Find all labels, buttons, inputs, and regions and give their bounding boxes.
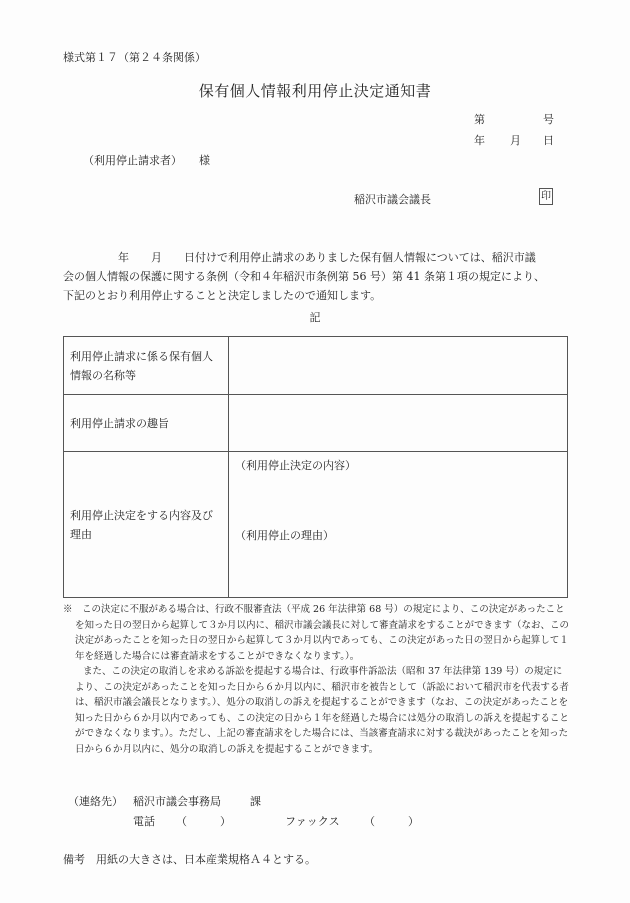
date-year: 年 bbox=[474, 134, 485, 147]
contact-dept: 課 bbox=[250, 795, 261, 808]
seal-icon: 印 bbox=[539, 188, 553, 205]
doc-number-suffix: 号 bbox=[543, 113, 554, 126]
note-appeal: ※ この決定に不服がある場合は、行政不服審査法（平成 26 年法律第 68 号）の規定により、この決定があったことを知った日の翌日から起算して３か月以内に、稲沢市議会議長に対して審査請求をすることができます（なお、この決定があったことを知った日の翌日から起算して３か月以内であっても、この決定があった日の翌日から起算して１年を経過した場合には審査請求をすることができなくなります。）。 bbox=[63, 604, 570, 662]
table-row bbox=[64, 452, 568, 598]
body-line-3: 下記のとおり利用停止することと決定しましたので通知します。 bbox=[63, 289, 382, 302]
date-day: 日 bbox=[543, 134, 554, 147]
row-label: 利用停止決定をする内容及び理由 bbox=[64, 452, 229, 598]
row-value[interactable] bbox=[229, 337, 568, 395]
row-value[interactable] bbox=[229, 395, 568, 452]
phone-value: （ ） bbox=[176, 815, 231, 828]
contact-label: （連絡先） bbox=[68, 795, 123, 808]
form-number: 様式第１７（第２４条関係） bbox=[63, 51, 206, 64]
contact-office: 稲沢市議会事務局 bbox=[133, 795, 221, 808]
recipient-honorific: 様 bbox=[199, 154, 210, 167]
body-line-1: 年 月 日付けで利用停止請求のありました保有個人情報については、稲沢市議 bbox=[118, 251, 536, 264]
decision-table bbox=[63, 336, 568, 598]
note-lawsuit: また、この決定の取消しを求める訴訟を提起する場合は、行政事件訴訟法（昭和 37 年法律第 139 号）の規定により、この決定があったことを知った日から６か月以内に、稲沢市を被告として（訴訟において稲沢市を代表する者は、稲沢市議会議長となります。）、処分の取消しの訴えを提起することができます（なお、この決定があったことを知った日から６か月以内であっても、この決定の日から１年を経過した場合には処分の取消しの訴えを提起することができなくなります。）。ただし、上記の審査請求をした場合には、当該審査請求に対する裁決があったことを知った日から６か月以内に、処分の取消しの訴えを提起することができます。 bbox=[75, 666, 569, 755]
doc-number-prefix: 第 bbox=[474, 113, 485, 126]
document-title: 保有個人情報利用停止決定通知書 bbox=[198, 82, 432, 100]
phone-label: 電話 bbox=[133, 815, 155, 828]
recipient-label: （利用停止請求者） bbox=[83, 154, 182, 167]
table-row bbox=[64, 395, 568, 452]
body-paragraph bbox=[63, 248, 571, 305]
notes-section bbox=[63, 602, 571, 757]
fax-value: （ ） bbox=[364, 815, 419, 828]
fax-label: ファックス bbox=[285, 815, 340, 828]
ki-heading: 記 bbox=[309, 311, 321, 324]
date-month: 月 bbox=[510, 134, 521, 147]
decision-content-label: （利用停止決定の内容） bbox=[235, 459, 356, 472]
table-row bbox=[64, 337, 568, 395]
sender-name: 稲沢市議会議長 bbox=[354, 193, 431, 206]
remark: 備考 用紙の大きさは、日本産業規格Ａ４とする。 bbox=[63, 853, 316, 866]
row-value[interactable] bbox=[229, 452, 568, 598]
body-line-2: 会の個人情報の保護に関する条例（令和４年稲沢市条例第 56 号）第 41 条第１項の規定により、 bbox=[63, 270, 545, 283]
decision-reason-label: （利用停止の理由） bbox=[235, 529, 334, 542]
row-label: 利用停止請求の趣旨 bbox=[64, 395, 229, 452]
row-label: 利用停止請求に係る保有個人情報の名称等 bbox=[64, 337, 229, 395]
